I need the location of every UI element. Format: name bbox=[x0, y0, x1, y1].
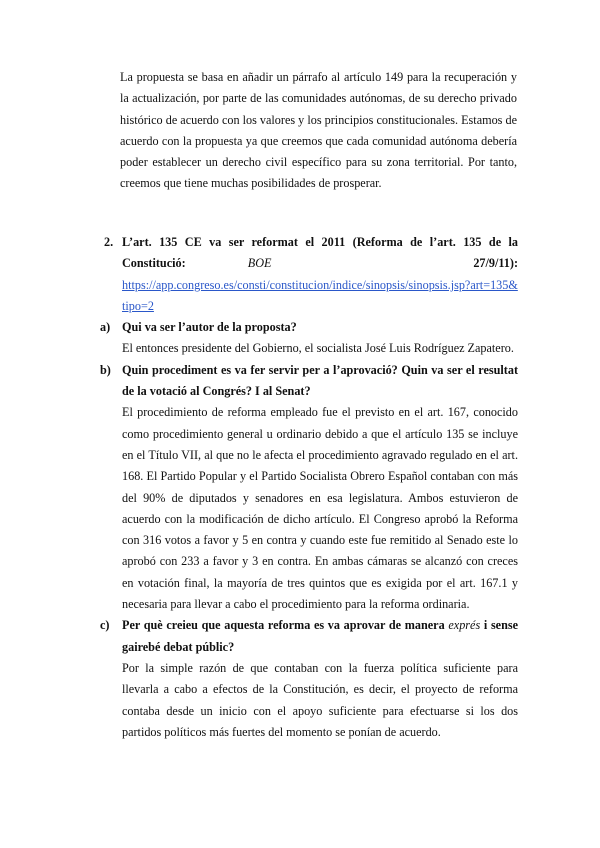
question-2-text: L’art. 135 CE va ser reformat el 2011 (Reforma de l’art. 135 de la Constitució: bbox=[122, 235, 518, 271]
answer-text: El procedimiento de reforma empleado fue el previsto en el art. 167, conocido como procedimiento general u ordinario debido a que el artículo 135 se incluye en el Título VII, al que no le afecta el procedimiento agravado regulado en el art. 168. El Partido Popular y el Partido Socialista Obrero Español contaban con más del 90% de diputados y senadores en esa legislatura. Ambos estuvieron de acuerdo con la modificación de dicho artículo. El Congreso aprobó la Reforma con 316 votos a favor y 5 en contra y cuando este fue remitido al Senado este lo aprobó con 233 a favor y 3 en contra. En ambas cámaras se alcanzó con creces en votación final, la mayoría de tres quintos que es exigida por el art. 167.1 y necesaria para llevar a cabo el procedimiento para la reforma ordinaria. bbox=[122, 405, 518, 612]
subquestion-text-emphasis: exprés bbox=[448, 618, 481, 633]
intro-paragraph: La propuesta se basa en añadir un párrafo al artículo 149 para la recuperación y la actualización, por parte de las comunidades autónomas, de su derecho privado histórico de acuerdo con los valores y los principios constitucionales. Estamos de acuerdo con la propuesta ya que creemos que cada comunidad autónoma debería poder establecer un derecho civil específico para su zona territorial. Por tanto, creemos que tiene muchas posibilidades de prosperar. bbox=[120, 70, 517, 191]
subquestion-b bbox=[100, 360, 518, 616]
subquestion-letter: b) bbox=[100, 362, 111, 377]
source-label: BOE bbox=[247, 256, 272, 271]
subquestion-c bbox=[100, 615, 519, 743]
subquestion-text-part1: Per què creieu que aquesta reforma es va aprovar de manera bbox=[122, 618, 445, 633]
subquestion-letter: c) bbox=[100, 618, 110, 633]
answer-text: El entonces presidente del Gobierno, el socialista José Luis Rodríguez Zapatero. bbox=[122, 341, 514, 356]
subquestion-text: Qui va ser l’autor de la proposta? bbox=[122, 320, 297, 335]
subquestion-text bbox=[122, 615, 518, 658]
question-2-heading bbox=[122, 232, 518, 317]
reform-date: 27/9/11): bbox=[473, 256, 518, 271]
subquestion-a bbox=[100, 317, 518, 360]
question-2 bbox=[100, 232, 519, 743]
answer-text: Por la simple razón de que contaban con la fuerza política suficiente para llevarla a cabo a efectos de la Constitución, es decir, el proyecto de reforma contaba desde un inicio con el apoyo suficiente para efectuarse si los dos partidos políticos más fuertes del momento se ponían de acuerdo. bbox=[122, 660, 518, 739]
congreso-link[interactable]: https://app.congreso.es/consti/constitucion/indice/sinopsis/sinopsis.jsp?art=135&tipo=2 bbox=[122, 277, 518, 313]
subquestion-letter: a) bbox=[100, 320, 111, 335]
subquestion-text: Quin procediment es va fer servir per a l’aprovació? Quin va ser el resultat de la votació al Congrés? I al Senat? bbox=[122, 362, 518, 399]
subquestion-text-part2: i sense gairebé debat públic? bbox=[122, 618, 519, 654]
question-number: 2. bbox=[104, 235, 114, 249]
